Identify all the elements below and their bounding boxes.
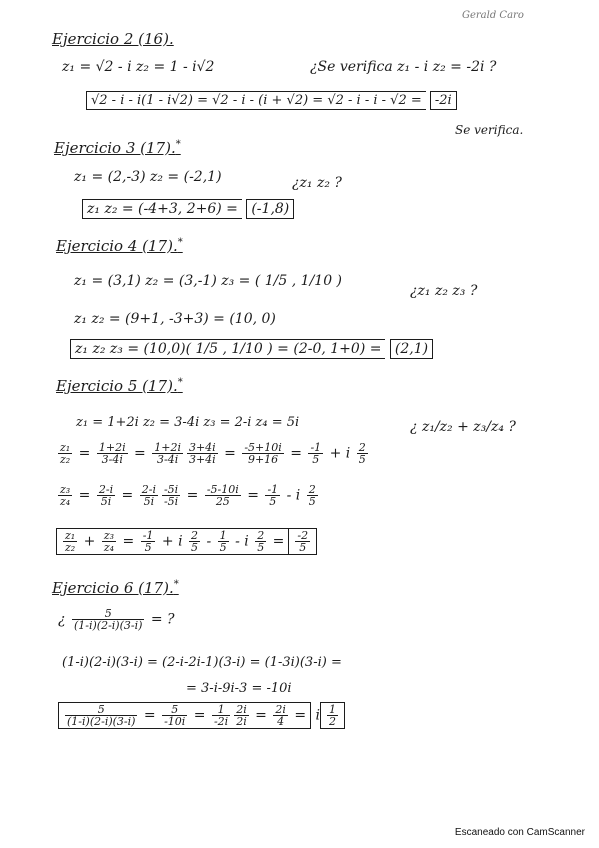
fraction-denominator: 5 <box>358 453 366 466</box>
fraction-denominator: 5 <box>269 495 277 508</box>
fraction <box>72 608 144 631</box>
fraction-denominator: 3-4i <box>101 453 123 466</box>
fraction <box>327 704 338 727</box>
fraction-numerator: 5 <box>65 704 137 716</box>
fraction <box>187 442 218 465</box>
fraction-denominator: (1-i)(2-i)(3-i) <box>73 619 143 632</box>
operator: = <box>189 707 210 724</box>
fraction-numerator: -1 <box>310 441 322 454</box>
fraction <box>234 704 249 727</box>
fraction <box>65 704 137 727</box>
fraction-numerator: z₃ <box>103 529 115 542</box>
fraction-numerator: z₁ <box>65 529 76 542</box>
ex6-line1: (1-i)(2-i)(3-i) = (2-i-2i-1)(3-i) = (1-3i)(3-i) = <box>62 655 342 670</box>
fraction <box>295 530 310 553</box>
ex3-given: z₁ = (2,-3) z₂ = (-2,1) <box>74 169 222 185</box>
fraction-numerator: 1 <box>212 704 230 716</box>
fraction-denominator: 2i <box>236 715 247 728</box>
fraction-numerator: 3+4i <box>188 441 216 454</box>
fraction-denominator: 5i <box>100 495 112 508</box>
fraction <box>97 442 128 465</box>
scanner-footer: Escaneado con CamScanner <box>454 827 585 838</box>
fraction <box>307 484 318 507</box>
ex5-row1 <box>56 442 370 465</box>
fraction-denominator: -10i <box>164 715 186 728</box>
operator: = <box>74 487 95 504</box>
operator: = <box>219 445 241 462</box>
ex4-given: z₁ = (3,1) z₂ = (3,-1) z₃ = ( 1/5 , 1/10 ) <box>74 273 343 289</box>
fraction-numerator: -5+10i <box>244 441 282 454</box>
fraction <box>162 704 187 727</box>
ex6-title-text: Ejercicio 6 (17). <box>52 579 174 597</box>
ex6-title <box>52 580 179 596</box>
fraction-denominator: 3+4i <box>188 453 216 466</box>
operator: = <box>242 487 264 504</box>
fraction-numerator: -2 <box>297 529 309 542</box>
fraction-numerator: -1 <box>267 483 279 496</box>
fraction-numerator: 5 <box>72 608 144 620</box>
signature: Gerald Caro <box>462 10 524 21</box>
question-open: ¿ <box>58 611 66 628</box>
fraction-numerator: 1 <box>329 703 337 716</box>
fraction-denominator: 2 <box>329 715 337 728</box>
ex2-title: Ejercicio 2 (16). <box>52 30 174 48</box>
fraction-denominator: 5 <box>219 541 227 554</box>
ex6-answer <box>320 702 345 729</box>
ex5-question: ¿ z₁/z₂ + z₃/z₄ ? <box>410 419 516 435</box>
operator: = <box>117 487 138 504</box>
fraction <box>265 484 280 507</box>
fraction-denominator: 5 <box>312 453 320 466</box>
operator: = <box>74 445 95 462</box>
fraction <box>102 530 116 553</box>
fraction <box>152 442 183 465</box>
ex5-title <box>56 378 183 394</box>
fraction-denominator: 5 <box>257 541 265 554</box>
ex3-work-text: z₁ z₂ = (-4+3, 2+6) = <box>82 199 242 219</box>
fraction <box>242 442 283 465</box>
fraction-numerator: 2 <box>257 529 265 542</box>
operator: = <box>182 487 203 504</box>
ex6-final <box>58 702 345 729</box>
fraction <box>141 530 156 553</box>
ex2-note: Se verifica. <box>455 123 524 137</box>
ex2-work-text: √2 - i - i(1 - i√2) = √2 - i - (i + √2) = √2 - i - i - √2 = <box>86 91 426 110</box>
operator: = <box>289 707 307 724</box>
star-mark: * <box>173 579 179 590</box>
fraction-numerator: 2i <box>275 703 286 716</box>
fraction-denominator: z₄ <box>60 495 71 508</box>
fraction-denominator: -5i <box>163 495 179 508</box>
fraction-denominator: (1-i)(2-i)(3-i) <box>67 715 136 728</box>
fraction-numerator: -5i <box>163 483 179 496</box>
operator: + i <box>157 533 187 550</box>
ex6-final-box <box>58 702 311 729</box>
operator: + i <box>325 445 355 462</box>
operator: = <box>118 533 139 550</box>
fraction-denominator: z₂ <box>60 453 71 466</box>
fraction <box>308 442 323 465</box>
fraction <box>357 442 368 465</box>
ex6-answer-pre: i <box>315 707 321 724</box>
ex3-work <box>82 202 294 216</box>
fraction-numerator: z₃ <box>60 483 71 496</box>
fraction-numerator: -5-10i <box>206 483 239 496</box>
fraction-numerator: 2-i <box>141 483 156 496</box>
fraction <box>58 484 72 507</box>
ex6-line2: = 3-i-9i-3 = -10i <box>186 681 292 696</box>
ex4-line2 <box>70 342 433 356</box>
ex2-work <box>86 94 457 107</box>
operator: = <box>139 707 161 724</box>
fraction-denominator: z₂ <box>65 541 76 554</box>
fraction <box>205 484 241 507</box>
operator: = <box>268 533 285 550</box>
ex4-question: ¿z₁ z₂ z₃ ? <box>410 283 478 299</box>
fraction <box>273 704 288 727</box>
fraction-denominator: 3-4i <box>156 453 179 466</box>
fraction-numerator: 2-i <box>98 483 114 496</box>
operator: - i <box>282 487 305 504</box>
fraction-numerator: -1 <box>142 529 154 542</box>
fraction-numerator: 5 <box>162 704 187 716</box>
fraction-denominator: 5 <box>144 541 152 554</box>
fraction-numerator: z₁ <box>60 441 71 454</box>
operator: - <box>202 533 216 550</box>
operator: - i <box>230 533 254 550</box>
ex3-answer: (-1,8) <box>246 199 294 219</box>
star-mark: * <box>175 139 181 150</box>
question-end: = ? <box>150 611 175 628</box>
fraction-denominator: 5 <box>191 541 198 554</box>
ex4-line2-text: z₁ z₂ z₃ = (10,0)( 1/5 , 1/10 ) = (2-0, 1+0) = <box>70 339 385 359</box>
operator: = <box>129 445 151 462</box>
ex4-title <box>56 238 183 254</box>
fraction <box>140 484 158 507</box>
fraction-denominator: 5i <box>143 495 155 508</box>
fraction-numerator: 2 <box>358 441 366 454</box>
fraction <box>218 530 229 553</box>
ex5-answer <box>288 528 317 555</box>
operator: = <box>250 707 272 724</box>
ex3-title-text: Ejercicio 3 (17). <box>54 139 176 157</box>
ex2-given: z₁ = √2 - i z₂ = 1 - i√2 <box>62 59 215 75</box>
ex5-row3-box <box>56 528 288 555</box>
star-mark: * <box>177 237 183 248</box>
fraction-denominator: 4 <box>277 715 285 728</box>
fraction-numerator: 1 <box>219 529 227 542</box>
fraction <box>255 530 266 553</box>
fraction <box>162 484 180 507</box>
fraction-numerator: 2i <box>236 703 247 716</box>
fraction-denominator: -2i <box>213 715 229 728</box>
fraction <box>97 484 115 507</box>
fraction <box>63 530 77 553</box>
fraction-numerator: 2 <box>191 529 198 542</box>
operator: = <box>285 445 307 462</box>
operator: + <box>79 533 100 550</box>
fraction-denominator: z₄ <box>103 541 115 554</box>
ex4-title-text: Ejercicio 4 (17). <box>56 237 178 255</box>
star-mark: * <box>177 377 183 388</box>
fraction <box>189 530 200 553</box>
ex5-row2 <box>56 484 320 507</box>
ex6-question <box>58 608 175 631</box>
fraction-denominator: 5 <box>299 541 307 554</box>
fraction-numerator: 1+2i <box>154 441 181 454</box>
fraction-numerator: 1+2i <box>98 441 126 454</box>
ex3-title <box>54 140 181 156</box>
ex5-title-text: Ejercicio 5 (17). <box>56 377 178 395</box>
ex2-answer: -2i <box>430 91 457 110</box>
ex5-row3 <box>56 528 317 555</box>
ex4-line1: z₁ z₂ = (9+1, -3+3) = (10, 0) <box>74 311 276 327</box>
fraction <box>58 442 72 465</box>
fraction-denominator: 9+16 <box>247 453 279 466</box>
ex3-question: ¿z₁ z₂ ? <box>292 175 342 191</box>
fraction <box>212 704 230 727</box>
ex2-question: ¿Se verifica z₁ - i z₂ = -2i ? <box>310 59 497 75</box>
ex4-answer: (2,1) <box>390 339 433 359</box>
ex5-given: z₁ = 1+2i z₂ = 3-4i z₃ = 2-i z₄ = 5i <box>76 415 300 430</box>
fraction-denominator: 25 <box>215 495 230 508</box>
fraction-denominator: 5 <box>308 495 316 508</box>
fraction-numerator: 2 <box>308 483 316 496</box>
